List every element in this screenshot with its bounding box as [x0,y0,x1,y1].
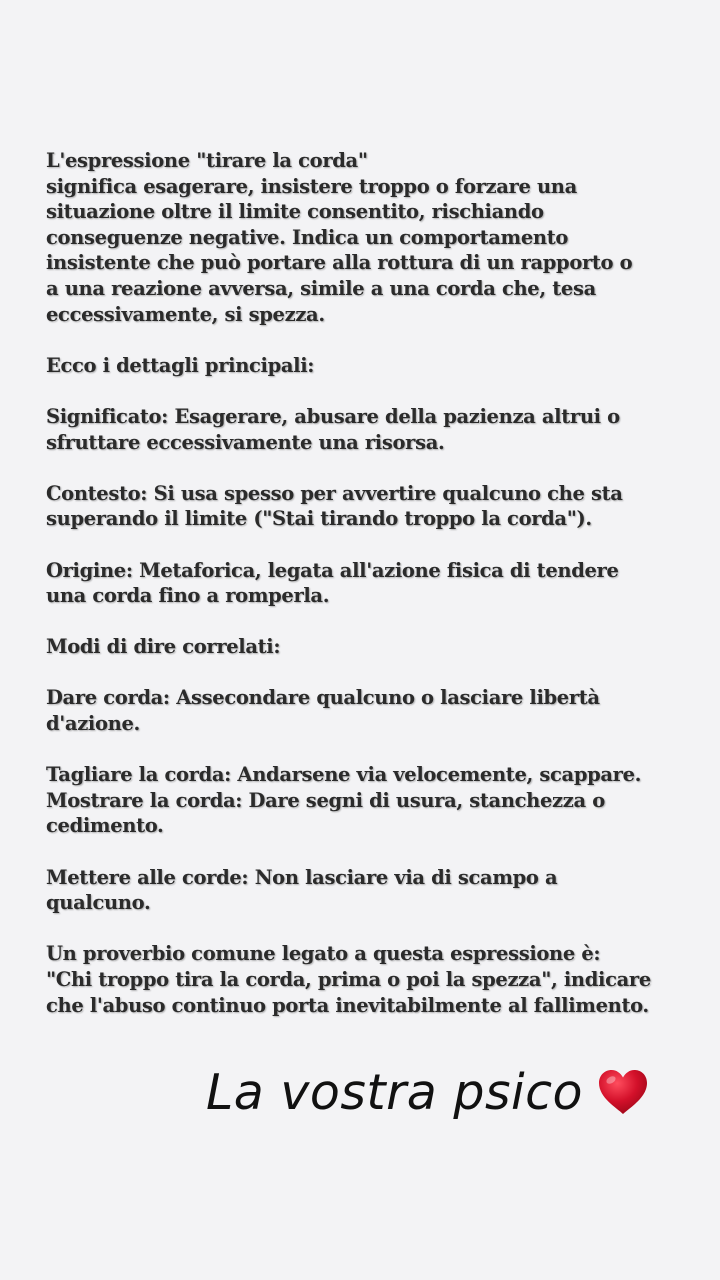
text-line: Contesto: Si usa spesso per avvertire qualcuno che sta [46,481,623,505]
text-line: sfruttare eccessivamente una risorsa. [46,430,445,454]
paragraph-significato [46,404,686,455]
text-line: Modi di dire correlati: [46,635,281,659]
paragraph-gap [46,660,686,686]
text-line: che l'abuso continuo porta inevitabilmente al fallimento. [46,993,649,1017]
signature-text: La vostra psico [206,1063,584,1121]
heart-shape [599,1070,647,1114]
signature [206,1052,676,1132]
text-line: significa esagerare, insistere troppo o forzare una [46,174,577,198]
text-line: una corda fino a romperla. [46,584,330,608]
paragraph-proverbio [46,941,686,1018]
heart-icon [597,1068,649,1116]
paragraph-gap [46,916,686,942]
paragraph-gap [46,327,686,353]
text-line: Origine: Metaforica, legata all'azione fisica di tendere [46,558,619,582]
paragraph-mettere [46,865,686,916]
text-line: d'azione. [46,712,140,736]
text-line: Mettere alle corde: Non lasciare via di scampo a [46,865,558,889]
paragraph-gap [46,839,686,865]
text-line: situazione oltre il limite consentito, rischiando [46,200,544,224]
text-line: Significato: Esagerare, abusare della pazienza altrui o [46,404,620,428]
text-line: conseguenze negative. Indica un comportamento [46,225,569,249]
text-line: superando il limite ("Stai tirando troppo la corda"). [46,507,592,531]
paragraph-definition [46,148,686,327]
text-line: cedimento. [46,814,164,838]
paragraph-gap [46,737,686,763]
text-line: Mostrare la corda: Dare segni di usura, stanchezza o [46,788,605,812]
paragraph-gap [46,532,686,558]
text-line: "Chi troppo tira la corda, prima o poi la spezza", indicare [46,968,651,991]
text-line: insistente che può portare alla rottura di un rapporto o [46,251,633,275]
paragraph-tagliare-mostrare [46,762,686,839]
paragraph-details-heading [46,353,686,379]
text-line: Ecco i dettagli principali: [46,353,315,377]
paragraph-gap [46,378,686,404]
text-line: Dare corda: Assecondare qualcuno o lasciare libertà [46,686,600,710]
text-line: L'espressione "tirare la corda" [46,149,368,172]
text-line: a una reazione avversa, simile a una corda che, tesa [46,276,596,300]
paragraph-contesto [46,481,686,532]
text-line: eccessivamente, si spezza. [46,302,325,326]
paragraph-gap [46,455,686,481]
text-line: Tagliare la corda: Andarsene via velocemente, scappare. [46,763,642,787]
body-text [46,148,686,1018]
text-line: qualcuno. [46,891,151,915]
paragraph-gap [46,609,686,635]
paragraph-modi-heading [46,634,686,660]
text-line: Un proverbio comune legato a questa espressione è: [46,942,601,966]
paragraph-origine [46,558,686,609]
heart-icon-svg [597,1068,649,1116]
paragraph-dare-corda [46,685,686,736]
